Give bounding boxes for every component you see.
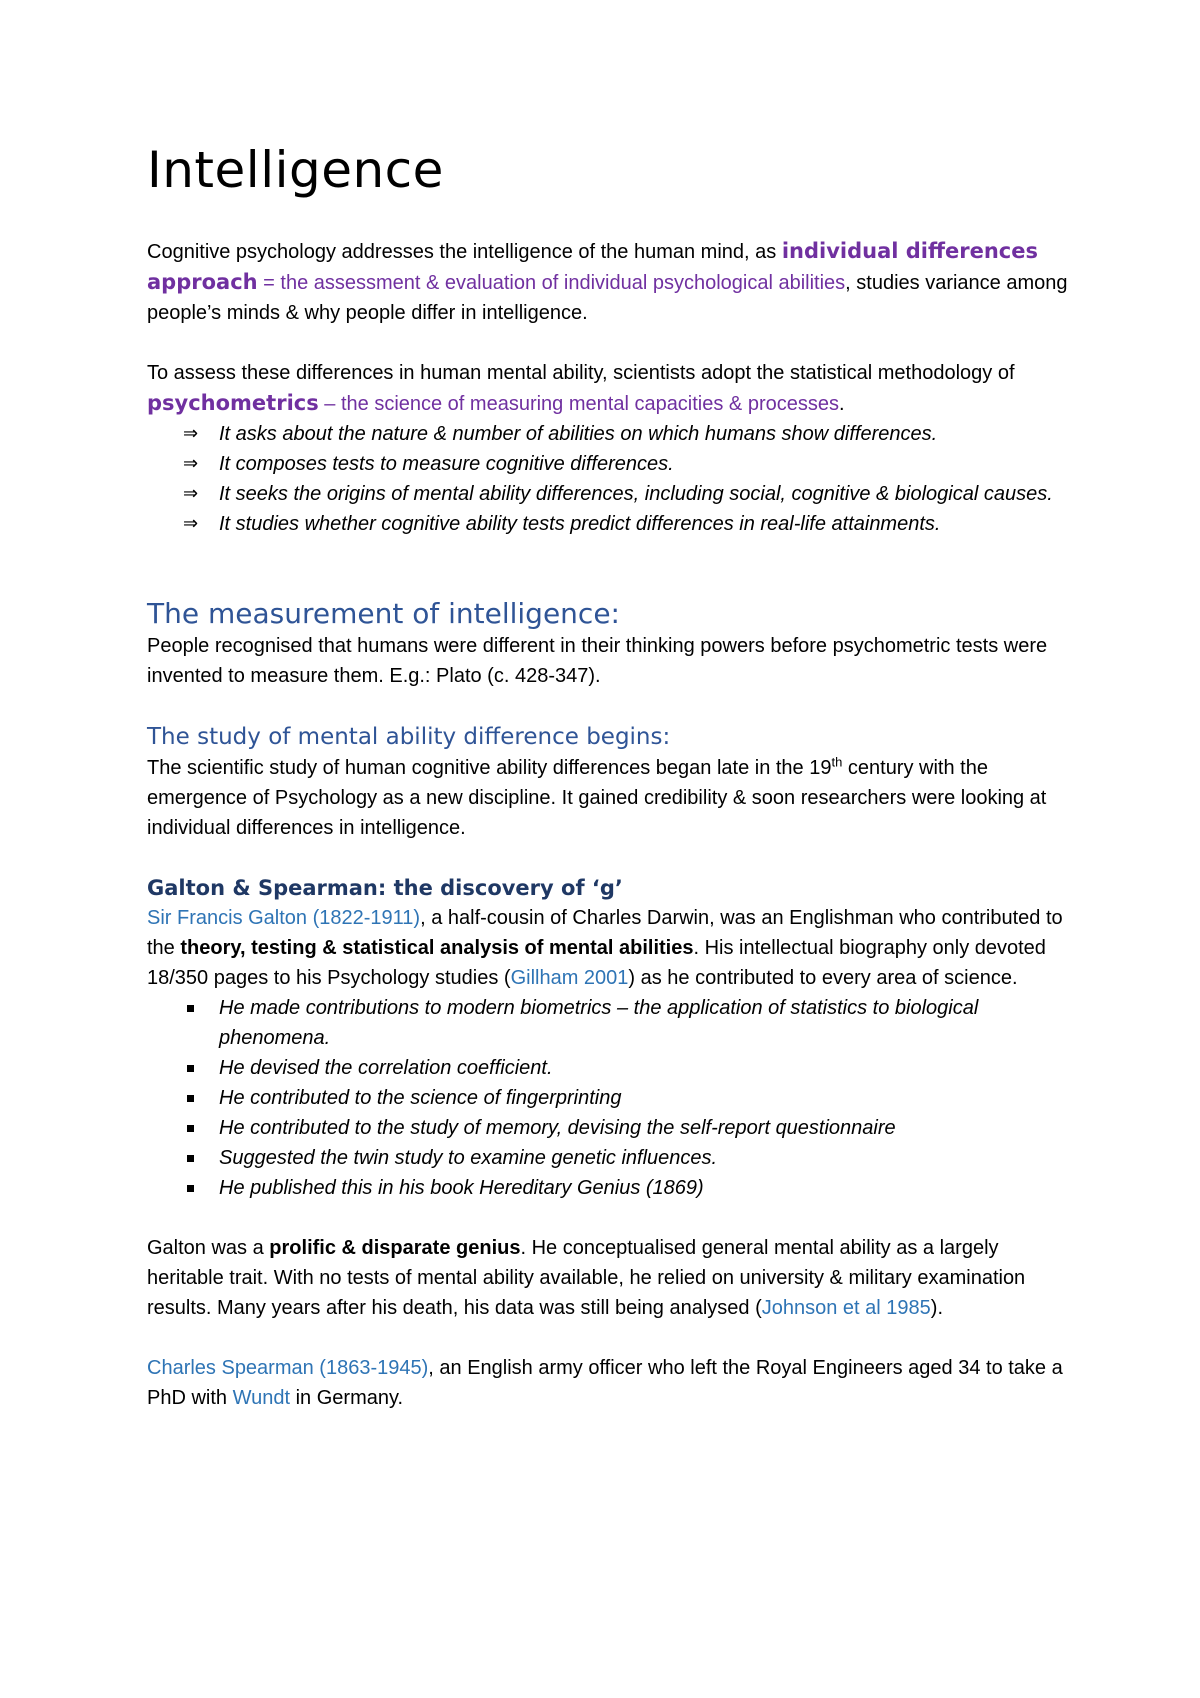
gillham-reference-link[interactable]: Gillham 2001 [510,967,629,989]
galton-bold-text: theory, testing & statistical analysis of mental abilities [180,937,694,959]
document-content [147,140,1077,1413]
list-item [147,419,1077,449]
intro-paragraph-2 [147,358,1077,419]
intro-text: To assess these differences in human mental ability, scientists adopt the statistical methodology of [147,362,1015,384]
list-item [147,1083,1077,1113]
spearman-name-link[interactable]: Charles Spearman (1863-1945) [147,1357,429,1379]
list-item [147,1113,1077,1143]
galton-paragraph-1 [147,903,1077,993]
list-item-text: Suggested the twin study to examine genetic influences. [219,1147,718,1169]
wundt-link[interactable]: Wundt [232,1387,291,1409]
arrow-bullet-icon: ⇒ [183,483,199,504]
measurement-heading: The measurement of intelligence: [147,597,620,630]
galton-text: , a half-cousin of Charles Darwin, was an Englishman who contributed to the [147,907,1063,959]
arrow-bullet-icon: ⇒ [183,513,199,534]
list-item [147,1143,1077,1173]
page-title: Intelligence [147,141,444,199]
square-bullet-icon [187,1005,194,1012]
definition-psychometrics: – the science of measuring mental capacities & processes [318,393,839,415]
galton-paragraph-2 [147,1233,1077,1323]
list-item [147,993,1077,1053]
list-item-text: He devised the correlation coefficient. [219,1057,553,1079]
list-item-text: It studies whether cognitive ability tests predict differences in real-life attainments. [219,513,941,535]
superscript: th [831,754,843,770]
list-item-text: He published this in his book Hereditary Genius (1869) [219,1177,704,1199]
intro-text: Cognitive psychology addresses the intelligence of the human mind, as [147,241,782,263]
galton-text: . He conceptualised general mental ability as a largely heritable trait. With no tests of mental ability available, he relied on university & military examination results. Many years after his death, his data was still being analysed ( [147,1237,1026,1319]
galton-bold-text: prolific & disparate genius [269,1237,521,1259]
johnson-reference-link[interactable]: Johnson et al 1985 [761,1297,931,1319]
square-bullet-icon [187,1065,194,1072]
list-item [147,1173,1077,1203]
list-item [147,449,1077,479]
list-item-text: He contributed to the study of memory, devising the self-report questionnaire [219,1117,896,1139]
intro-paragraph-1 [147,236,1077,328]
arrow-bullet-icon: ⇒ [183,423,199,444]
study-text: century with the emergence of Psychology as a new discipline. It gained credibility & soon researchers were looking at individual differences in intelligence. [147,757,1047,839]
galton-heading: Galton & Spearman: the discovery of ‘g’ [147,876,623,900]
list-item-text: It asks about the nature & number of abilities on which humans show differences. [219,423,938,445]
intro-text: . [838,393,845,415]
list-item [147,509,1077,539]
study-text: The scientific study of human cognitive ability differences began late in the 19 [147,757,832,779]
arrow-bullet-icon: ⇒ [183,453,199,474]
term-psychometrics: psychometrics [147,391,319,415]
term-individual-differences: individual differences approach [147,239,1038,294]
definition-individual-differences: = the assessment & evaluation of individual psychological abilities [257,272,846,294]
galton-text: Galton was a [147,1237,270,1259]
galton-text: ). [930,1297,943,1319]
study-heading: The study of mental ability difference begins: [147,724,671,750]
galton-name-link[interactable]: Sir Francis Galton (1822-1911) [147,907,421,929]
list-item-text: He contributed to the science of fingerprinting [219,1087,622,1109]
square-bullet-icon [187,1095,194,1102]
galton-contributions-list [147,993,1077,1203]
spearman-text: , an English army officer who left the Royal Engineers aged 34 to take a PhD with [147,1357,1063,1409]
intro-text: , studies variance among people’s minds & why people differ in intelligence. [147,272,1068,324]
measurement-paragraph: People recognised that humans were different in their thinking powers before psychometric tests were invented to measure them. E.g.: Plato (c. 428-347). [147,635,1048,687]
square-bullet-icon [187,1125,194,1132]
galton-text: ) as he contributed to every area of science. [628,967,1018,989]
square-bullet-icon [187,1185,194,1192]
list-item [147,1053,1077,1083]
galton-text: . His intellectual biography only devoted 18/350 pages to his Psychology studies ( [147,937,1046,989]
square-bullet-icon [187,1155,194,1162]
spearman-text: in Germany. [290,1387,404,1409]
list-item [147,479,1077,509]
list-item-text: He made contributions to modern biometrics – the application of statistics to biological phenomena. [219,997,979,1049]
psychometrics-list [147,419,1077,539]
list-item-text: It composes tests to measure cognitive differences. [219,453,674,475]
spearman-paragraph [147,1353,1077,1413]
list-item-text: It seeks the origins of mental ability differences, including social, cognitive & biological causes. [219,483,1053,505]
study-paragraph [147,753,1077,843]
